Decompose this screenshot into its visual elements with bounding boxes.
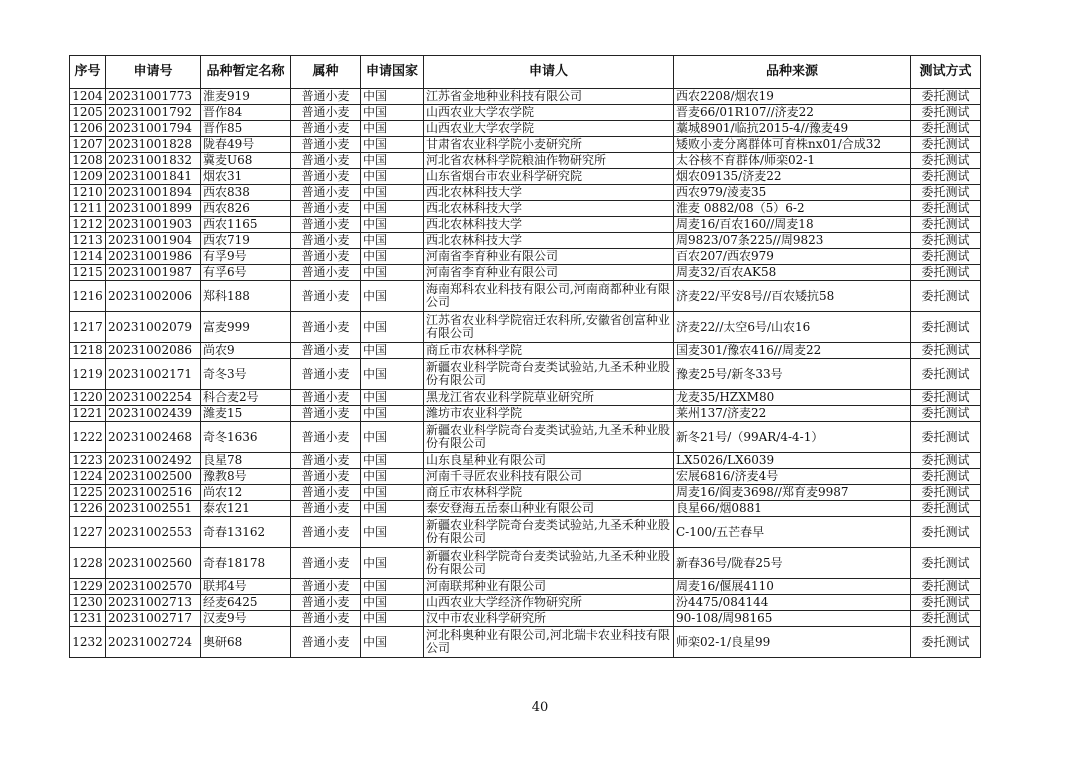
table-row bbox=[70, 185, 981, 201]
serial-cell: 1221 bbox=[70, 406, 106, 422]
table-row bbox=[70, 121, 981, 137]
table-row bbox=[70, 89, 981, 105]
source-cell: 汾4475/084144 bbox=[674, 595, 911, 611]
applicant-cell: 新疆农业科学院奇台麦类试验站,九圣禾种业股份有限公司 bbox=[424, 548, 674, 579]
application-number-cell: 20231001841 bbox=[106, 169, 201, 185]
species-cell: 普通小麦 bbox=[291, 312, 361, 343]
test-method-cell: 委托测试 bbox=[911, 233, 981, 249]
serial-cell: 1216 bbox=[70, 281, 106, 312]
source-cell: 龙麦35/HZXM80 bbox=[674, 390, 911, 406]
serial-cell: 1218 bbox=[70, 343, 106, 359]
table-row bbox=[70, 422, 981, 453]
variety-name-cell: 富麦999 bbox=[201, 312, 291, 343]
serial-cell: 1209 bbox=[70, 169, 106, 185]
variety-name-cell: 西农826 bbox=[201, 201, 291, 217]
serial-cell: 1219 bbox=[70, 359, 106, 390]
variety-name-cell: 奇春13162 bbox=[201, 517, 291, 548]
serial-cell: 1208 bbox=[70, 153, 106, 169]
serial-cell: 1227 bbox=[70, 517, 106, 548]
test-method-cell: 委托测试 bbox=[911, 105, 981, 121]
header-serial: 序号 bbox=[70, 56, 106, 89]
country-cell: 中国 bbox=[361, 153, 424, 169]
country-cell: 中国 bbox=[361, 281, 424, 312]
table-row bbox=[70, 406, 981, 422]
species-cell: 普通小麦 bbox=[291, 469, 361, 485]
country-cell: 中国 bbox=[361, 627, 424, 658]
variety-name-cell: 郑科188 bbox=[201, 281, 291, 312]
application-number-cell: 20231002079 bbox=[106, 312, 201, 343]
variety-name-cell: 汉麦9号 bbox=[201, 611, 291, 627]
species-cell: 普通小麦 bbox=[291, 265, 361, 281]
application-number-cell: 20231001794 bbox=[106, 121, 201, 137]
application-number-cell: 20231001987 bbox=[106, 265, 201, 281]
serial-cell: 1232 bbox=[70, 627, 106, 658]
variety-name-cell: 烟农31 bbox=[201, 169, 291, 185]
application-number-cell: 20231002516 bbox=[106, 485, 201, 501]
serial-cell: 1205 bbox=[70, 105, 106, 121]
header-test-method: 测试方式 bbox=[911, 56, 981, 89]
application-number-cell: 20231002006 bbox=[106, 281, 201, 312]
applicant-cell: 山西农业大学农学院 bbox=[424, 121, 674, 137]
variety-name-cell: 尚农9 bbox=[201, 343, 291, 359]
header-country: 申请国家 bbox=[361, 56, 424, 89]
table-header-row bbox=[70, 56, 981, 89]
test-method-cell: 委托测试 bbox=[911, 390, 981, 406]
serial-cell: 1224 bbox=[70, 469, 106, 485]
variety-name-cell: 泰农121 bbox=[201, 501, 291, 517]
variety-name-cell: 西农719 bbox=[201, 233, 291, 249]
applicant-cell: 西北农林科技大学 bbox=[424, 185, 674, 201]
application-number-cell: 20231002254 bbox=[106, 390, 201, 406]
source-cell: 周麦16/阎麦3698//郑育麦9987 bbox=[674, 485, 911, 501]
application-number-cell: 20231002724 bbox=[106, 627, 201, 658]
species-cell: 普通小麦 bbox=[291, 137, 361, 153]
table-row bbox=[70, 611, 981, 627]
source-cell: C-100/五芒春早 bbox=[674, 517, 911, 548]
variety-name-cell: 有孚9号 bbox=[201, 249, 291, 265]
applicant-cell: 商丘市农林科学院 bbox=[424, 485, 674, 501]
applicant-cell: 江苏省农业科学院宿迁农科所,安徽省创富种业有限公司 bbox=[424, 312, 674, 343]
source-cell: 烟农09135/济麦22 bbox=[674, 169, 911, 185]
variety-name-cell: 经麦6425 bbox=[201, 595, 291, 611]
test-method-cell: 委托测试 bbox=[911, 153, 981, 169]
country-cell: 中国 bbox=[361, 422, 424, 453]
application-number-cell: 20231001903 bbox=[106, 217, 201, 233]
test-method-cell: 委托测试 bbox=[911, 517, 981, 548]
serial-cell: 1211 bbox=[70, 201, 106, 217]
variety-name-cell: 联邦4号 bbox=[201, 579, 291, 595]
serial-cell: 1225 bbox=[70, 485, 106, 501]
country-cell: 中国 bbox=[361, 137, 424, 153]
test-method-cell: 委托测试 bbox=[911, 185, 981, 201]
applicant-cell: 河北省农林科学院粮油作物研究所 bbox=[424, 153, 674, 169]
test-method-cell: 委托测试 bbox=[911, 406, 981, 422]
serial-cell: 1222 bbox=[70, 422, 106, 453]
species-cell: 普通小麦 bbox=[291, 201, 361, 217]
test-method-cell: 委托测试 bbox=[911, 89, 981, 105]
table-row bbox=[70, 281, 981, 312]
source-cell: 良星66/烟0881 bbox=[674, 501, 911, 517]
serial-cell: 1226 bbox=[70, 501, 106, 517]
application-number-cell: 20231002492 bbox=[106, 453, 201, 469]
source-cell: 周麦32/百农AK58 bbox=[674, 265, 911, 281]
applicant-cell: 潍坊市农业科学院 bbox=[424, 406, 674, 422]
species-cell: 普通小麦 bbox=[291, 422, 361, 453]
applicant-cell: 甘肃省农业科学院小麦研究所 bbox=[424, 137, 674, 153]
species-cell: 普通小麦 bbox=[291, 485, 361, 501]
species-cell: 普通小麦 bbox=[291, 548, 361, 579]
variety-name-cell: 奇冬1636 bbox=[201, 422, 291, 453]
applicant-cell: 商丘市农林科学院 bbox=[424, 343, 674, 359]
application-number-cell: 20231002500 bbox=[106, 469, 201, 485]
serial-cell: 1228 bbox=[70, 548, 106, 579]
application-number-cell: 20231001904 bbox=[106, 233, 201, 249]
table-row bbox=[70, 627, 981, 658]
source-cell: 国麦301/豫农416//周麦22 bbox=[674, 343, 911, 359]
table-row bbox=[70, 579, 981, 595]
test-method-cell: 委托测试 bbox=[911, 579, 981, 595]
application-number-cell: 20231002551 bbox=[106, 501, 201, 517]
source-cell: LX5026/LX6039 bbox=[674, 453, 911, 469]
table-row bbox=[70, 233, 981, 249]
variety-name-cell: 冀麦U68 bbox=[201, 153, 291, 169]
test-method-cell: 委托测试 bbox=[911, 169, 981, 185]
table-row bbox=[70, 453, 981, 469]
source-cell: 周9823/07条225//周9823 bbox=[674, 233, 911, 249]
applicant-cell: 西北农林科技大学 bbox=[424, 201, 674, 217]
country-cell: 中国 bbox=[361, 169, 424, 185]
table-row bbox=[70, 137, 981, 153]
serial-cell: 1210 bbox=[70, 185, 106, 201]
source-cell: 淮麦 0882/08（5）6-2 bbox=[674, 201, 911, 217]
table-row bbox=[70, 517, 981, 548]
source-cell: 西农2208/烟农19 bbox=[674, 89, 911, 105]
table-row bbox=[70, 169, 981, 185]
applicant-cell: 河南联邦种业有限公司 bbox=[424, 579, 674, 595]
country-cell: 中国 bbox=[361, 201, 424, 217]
species-cell: 普通小麦 bbox=[291, 579, 361, 595]
application-number-cell: 20231002560 bbox=[106, 548, 201, 579]
species-cell: 普通小麦 bbox=[291, 281, 361, 312]
table-row bbox=[70, 343, 981, 359]
applicant-cell: 新疆农业科学院奇台麦类试验站,九圣禾种业股份有限公司 bbox=[424, 422, 674, 453]
test-method-cell: 委托测试 bbox=[911, 281, 981, 312]
source-cell: 豫麦25号/新冬33号 bbox=[674, 359, 911, 390]
source-cell: 百农207/西农979 bbox=[674, 249, 911, 265]
applicant-cell: 新疆农业科学院奇台麦类试验站,九圣禾种业股份有限公司 bbox=[424, 517, 674, 548]
application-number-cell: 20231001986 bbox=[106, 249, 201, 265]
variety-name-cell: 奇春18178 bbox=[201, 548, 291, 579]
country-cell: 中国 bbox=[361, 611, 424, 627]
applicant-cell: 黑龙江省农业科学院草业研究所 bbox=[424, 390, 674, 406]
country-cell: 中国 bbox=[361, 185, 424, 201]
serial-cell: 1217 bbox=[70, 312, 106, 343]
country-cell: 中国 bbox=[361, 105, 424, 121]
application-number-cell: 20231001792 bbox=[106, 105, 201, 121]
variety-name-cell: 奇冬3号 bbox=[201, 359, 291, 390]
table-row bbox=[70, 469, 981, 485]
species-cell: 普通小麦 bbox=[291, 517, 361, 548]
table-row bbox=[70, 265, 981, 281]
header-application-number: 申请号 bbox=[106, 56, 201, 89]
serial-cell: 1206 bbox=[70, 121, 106, 137]
source-cell: 济麦22//太空6号/山农16 bbox=[674, 312, 911, 343]
applicant-cell: 海南郑科农业科技有限公司,河南商都种业有限公司 bbox=[424, 281, 674, 312]
country-cell: 中国 bbox=[361, 517, 424, 548]
country-cell: 中国 bbox=[361, 359, 424, 390]
species-cell: 普通小麦 bbox=[291, 233, 361, 249]
serial-cell: 1207 bbox=[70, 137, 106, 153]
variety-name-cell: 淮麦919 bbox=[201, 89, 291, 105]
variety-name-cell: 西农1165 bbox=[201, 217, 291, 233]
country-cell: 中国 bbox=[361, 343, 424, 359]
species-cell: 普通小麦 bbox=[291, 169, 361, 185]
species-cell: 普通小麦 bbox=[291, 249, 361, 265]
application-number-cell: 20231001832 bbox=[106, 153, 201, 169]
country-cell: 中国 bbox=[361, 121, 424, 137]
test-method-cell: 委托测试 bbox=[911, 201, 981, 217]
table-body bbox=[70, 89, 981, 658]
source-cell: 藁城8901/临抗2015-4//豫麦49 bbox=[674, 121, 911, 137]
variety-name-cell: 豫教8号 bbox=[201, 469, 291, 485]
source-cell: 晋麦66/01R107//济麦22 bbox=[674, 105, 911, 121]
test-method-cell: 委托测试 bbox=[911, 501, 981, 517]
applicant-cell: 河南省李育种业有限公司 bbox=[424, 265, 674, 281]
source-cell: 济麦22/平安8号//百农矮抗58 bbox=[674, 281, 911, 312]
country-cell: 中国 bbox=[361, 233, 424, 249]
country-cell: 中国 bbox=[361, 217, 424, 233]
table-row bbox=[70, 390, 981, 406]
test-method-cell: 委托测试 bbox=[911, 469, 981, 485]
applicant-cell: 山东省烟台市农业科学研究院 bbox=[424, 169, 674, 185]
source-cell: 90-108/周98165 bbox=[674, 611, 911, 627]
application-number-cell: 20231002553 bbox=[106, 517, 201, 548]
application-number-cell: 20231001773 bbox=[106, 89, 201, 105]
table-row bbox=[70, 217, 981, 233]
species-cell: 普通小麦 bbox=[291, 217, 361, 233]
country-cell: 中国 bbox=[361, 579, 424, 595]
source-cell: 莱州137/济麦22 bbox=[674, 406, 911, 422]
country-cell: 中国 bbox=[361, 501, 424, 517]
test-method-cell: 委托测试 bbox=[911, 453, 981, 469]
table-row bbox=[70, 201, 981, 217]
application-number-cell: 20231001828 bbox=[106, 137, 201, 153]
application-number-cell: 20231002570 bbox=[106, 579, 201, 595]
test-method-cell: 委托测试 bbox=[911, 485, 981, 501]
applicant-cell: 河北科奥种业有限公司,河北瑞卡农业科技有限公司 bbox=[424, 627, 674, 658]
country-cell: 中国 bbox=[361, 453, 424, 469]
species-cell: 普通小麦 bbox=[291, 185, 361, 201]
source-cell: 周麦16/百农160//周麦18 bbox=[674, 217, 911, 233]
table-row bbox=[70, 312, 981, 343]
application-number-cell: 20231002713 bbox=[106, 595, 201, 611]
variety-name-cell: 良星78 bbox=[201, 453, 291, 469]
applicant-cell: 泰安登海五岳泰山种业有限公司 bbox=[424, 501, 674, 517]
source-cell: 宏展6816/济麦4号 bbox=[674, 469, 911, 485]
variety-name-cell: 西农838 bbox=[201, 185, 291, 201]
test-method-cell: 委托测试 bbox=[911, 249, 981, 265]
country-cell: 中国 bbox=[361, 89, 424, 105]
species-cell: 普通小麦 bbox=[291, 343, 361, 359]
application-number-cell: 20231001899 bbox=[106, 201, 201, 217]
serial-cell: 1213 bbox=[70, 233, 106, 249]
country-cell: 中国 bbox=[361, 249, 424, 265]
country-cell: 中国 bbox=[361, 312, 424, 343]
source-cell: 新春36号/陇春25号 bbox=[674, 548, 911, 579]
variety-name-cell: 有孚6号 bbox=[201, 265, 291, 281]
application-number-cell: 20231002171 bbox=[106, 359, 201, 390]
table-row bbox=[70, 105, 981, 121]
applicant-cell: 西北农林科技大学 bbox=[424, 233, 674, 249]
test-method-cell: 委托测试 bbox=[911, 137, 981, 153]
serial-cell: 1214 bbox=[70, 249, 106, 265]
table-row bbox=[70, 595, 981, 611]
species-cell: 普通小麦 bbox=[291, 501, 361, 517]
species-cell: 普通小麦 bbox=[291, 153, 361, 169]
variety-name-cell: 潍麦15 bbox=[201, 406, 291, 422]
test-method-cell: 委托测试 bbox=[911, 343, 981, 359]
source-cell: 周麦16/偃展4110 bbox=[674, 579, 911, 595]
test-method-cell: 委托测试 bbox=[911, 548, 981, 579]
test-method-cell: 委托测试 bbox=[911, 422, 981, 453]
application-number-cell: 20231002717 bbox=[106, 611, 201, 627]
source-cell: 太谷核不育群体/师栾02-1 bbox=[674, 153, 911, 169]
serial-cell: 1215 bbox=[70, 265, 106, 281]
test-method-cell: 委托测试 bbox=[911, 611, 981, 627]
country-cell: 中国 bbox=[361, 390, 424, 406]
species-cell: 普通小麦 bbox=[291, 627, 361, 658]
species-cell: 普通小麦 bbox=[291, 121, 361, 137]
serial-cell: 1204 bbox=[70, 89, 106, 105]
source-cell: 西农979/淩麦35 bbox=[674, 185, 911, 201]
application-number-cell: 20231002086 bbox=[106, 343, 201, 359]
variety-name-cell: 晋作85 bbox=[201, 121, 291, 137]
variety-name-cell: 奥研68 bbox=[201, 627, 291, 658]
application-number-cell: 20231001894 bbox=[106, 185, 201, 201]
test-method-cell: 委托测试 bbox=[911, 359, 981, 390]
variety-name-cell: 晋作84 bbox=[201, 105, 291, 121]
test-method-cell: 委托测试 bbox=[911, 121, 981, 137]
serial-cell: 1229 bbox=[70, 579, 106, 595]
country-cell: 中国 bbox=[361, 485, 424, 501]
country-cell: 中国 bbox=[361, 265, 424, 281]
applicant-cell: 山西农业大学经济作物研究所 bbox=[424, 595, 674, 611]
applicant-cell: 汉中市农业科学研究所 bbox=[424, 611, 674, 627]
species-cell: 普通小麦 bbox=[291, 453, 361, 469]
header-source: 品种来源 bbox=[674, 56, 911, 89]
test-method-cell: 委托测试 bbox=[911, 312, 981, 343]
header-variety-name: 品种暂定名称 bbox=[201, 56, 291, 89]
table-row bbox=[70, 485, 981, 501]
country-cell: 中国 bbox=[361, 595, 424, 611]
variety-name-cell: 尚农12 bbox=[201, 485, 291, 501]
variety-name-cell: 陇春49号 bbox=[201, 137, 291, 153]
applicant-cell: 山西农业大学农学院 bbox=[424, 105, 674, 121]
test-method-cell: 委托测试 bbox=[911, 265, 981, 281]
test-method-cell: 委托测试 bbox=[911, 217, 981, 233]
application-number-cell: 20231002468 bbox=[106, 422, 201, 453]
serial-cell: 1220 bbox=[70, 390, 106, 406]
test-method-cell: 委托测试 bbox=[911, 627, 981, 658]
species-cell: 普通小麦 bbox=[291, 406, 361, 422]
applicant-cell: 河南省李育种业有限公司 bbox=[424, 249, 674, 265]
test-method-cell: 委托测试 bbox=[911, 595, 981, 611]
table-row bbox=[70, 501, 981, 517]
table-row bbox=[70, 153, 981, 169]
source-cell: 新冬21号/（99AR/4-4-1） bbox=[674, 422, 911, 453]
applicant-cell: 山东良星种业有限公司 bbox=[424, 453, 674, 469]
serial-cell: 1231 bbox=[70, 611, 106, 627]
serial-cell: 1230 bbox=[70, 595, 106, 611]
source-cell: 师栾02-1/良星99 bbox=[674, 627, 911, 658]
table-row bbox=[70, 548, 981, 579]
serial-cell: 1212 bbox=[70, 217, 106, 233]
species-cell: 普通小麦 bbox=[291, 390, 361, 406]
header-applicant: 申请人 bbox=[424, 56, 674, 89]
species-cell: 普通小麦 bbox=[291, 359, 361, 390]
country-cell: 中国 bbox=[361, 548, 424, 579]
country-cell: 中国 bbox=[361, 406, 424, 422]
species-cell: 普通小麦 bbox=[291, 105, 361, 121]
application-number-cell: 20231002439 bbox=[106, 406, 201, 422]
applicant-cell: 江苏省金地种业科技有限公司 bbox=[424, 89, 674, 105]
table-row bbox=[70, 359, 981, 390]
header-species: 属种 bbox=[291, 56, 361, 89]
table-row bbox=[70, 249, 981, 265]
serial-cell: 1223 bbox=[70, 453, 106, 469]
species-cell: 普通小麦 bbox=[291, 611, 361, 627]
species-cell: 普通小麦 bbox=[291, 89, 361, 105]
page-number: 40 bbox=[531, 700, 549, 715]
applicant-cell: 河南千寻匠农业科技有限公司 bbox=[424, 469, 674, 485]
variety-name-cell: 科合麦2号 bbox=[201, 390, 291, 406]
country-cell: 中国 bbox=[361, 469, 424, 485]
source-cell: 矮败小麦分离群体可育株nx01/合成32 bbox=[674, 137, 911, 153]
applicant-cell: 西北农林科技大学 bbox=[424, 217, 674, 233]
species-cell: 普通小麦 bbox=[291, 595, 361, 611]
variety-table bbox=[69, 55, 981, 658]
applicant-cell: 新疆农业科学院奇台麦类试验站,九圣禾种业股份有限公司 bbox=[424, 359, 674, 390]
